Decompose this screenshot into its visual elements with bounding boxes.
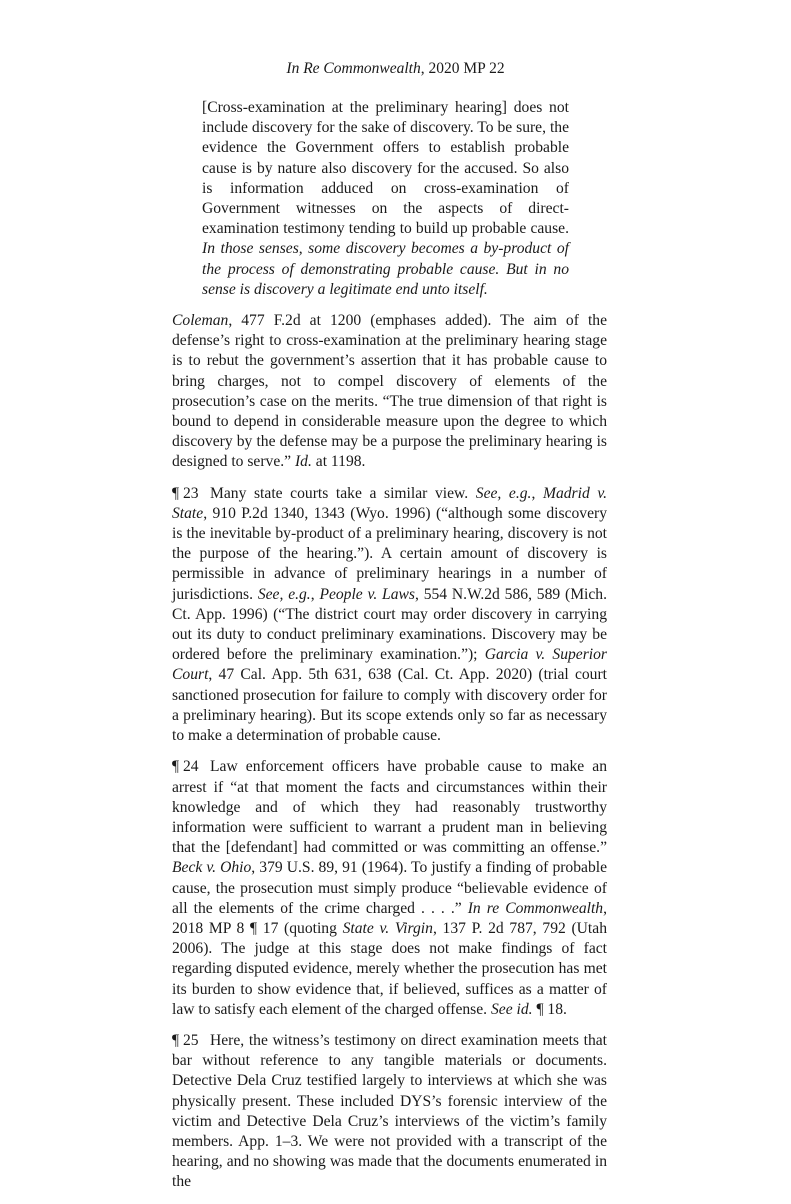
text-run: at 1198. bbox=[311, 453, 366, 471]
italic-text: State v. Virgin bbox=[342, 919, 433, 937]
block-quote bbox=[202, 98, 569, 300]
text-run: , 910 P.2d 1340, 1343 (Wyo. 1996) (“although some discovery is the inevitable by-product of a preliminary hearing, discovery is not the purpose of the hearing.”). A certain amount of discovery is permissible in advance of preliminary hearings in a number of jurisdictions. bbox=[172, 504, 607, 603]
text-run: Many state courts take a similar view. bbox=[210, 484, 476, 502]
text-run: , 2020 MP 22 bbox=[420, 60, 505, 77]
text-run: [Cross-examination at the preliminary hearing] does not include discovery for the sake of discovery. To be sure, the evidence the Government offers to establish probable cause is by nature also discovery for the accused. So also is information adduced on cross-examination of Government witnesses on the aspects of direct-examination testimony tending to build up probable cause. bbox=[202, 99, 569, 238]
italic-text: Madrid v. State bbox=[172, 484, 608, 522]
text-run: , bbox=[310, 585, 320, 603]
text-run: , 137 P. 2d 787, 792 (Utah 2006). The judge at this stage does not make findings of fact regarding disputed evidence, merely whether the prosecution has met its burden to show evidence that, if believed, suffices as a matter of law to satisfy each element of the charged offense. bbox=[172, 919, 607, 1018]
page-body bbox=[172, 98, 607, 1204]
italic-text: See, e.g. bbox=[257, 585, 311, 603]
italic-text: Id. bbox=[294, 453, 312, 471]
text-run: , 477 F.2d at 1200 (emphases added). The aim of the defense’s right to cross-examination at the preliminary hearing stage is to rebut the government’s assertion that it has probable cause to bring charges, not to compel discovery of elements of the prosecution’s case on the merits. “The true dimension of that right is bound to depend in considerable measure upon the degree to which discovery by the defense may be a purpose the preliminary hearing is designed to serve.” bbox=[172, 312, 607, 471]
text-run: , bbox=[531, 484, 543, 502]
italic-text: Beck v. Ohio bbox=[172, 859, 252, 877]
text-run: Law enforcement officers have probable cause to make an arrest if “at that moment the facts and circumstances within their knowledge and of which they had reasonably trustworthy information were sufficient to warrant a prudent man in believing that the [defendant] had committed or was committing an offense.” bbox=[172, 758, 607, 857]
italic-text: See, e.g. bbox=[475, 484, 532, 502]
paragraph-number: ¶ 24 bbox=[172, 758, 199, 776]
italic-text: See id. bbox=[490, 1000, 533, 1018]
text-run: Here, the witness’s testimony on direct examination meets that bar without reference to any tangible materials or documents. Detective Dela Cruz testified largely to interviews at which she was physically present. These included DYS’s forensic interview of the victim and Detective Dela Cruz’s interviews of the victim’s family members. App. 1–3. We were not provided with a transcript of the hearing, and no showing was made that the documents enumerated in the bbox=[172, 1031, 607, 1191]
italic-text: Garcia v. Superior Court bbox=[172, 646, 607, 684]
italic-text: In those senses, some discovery becomes a by-product of the process of demonstrating probable cause. But in no sense is discovery a legitimate end unto itself. bbox=[202, 240, 569, 298]
numbered-paragraph bbox=[172, 757, 607, 1020]
text-run: , 379 U.S. 89, 91 (1964). To justify a finding of probable cause, the prosecution must simply produce “believable evidence of all the elements of the crime charged . . . .” bbox=[172, 859, 608, 917]
text-run: , 554 N.W.2d 586, 589 (Mich. Ct. App. 1996) (“The district court may order discovery in carrying out its duty to conduct preliminary examinations. Discovery may be ordered before the preliminary examination.”); bbox=[172, 585, 608, 664]
text-run: ¶ 18. bbox=[532, 1000, 567, 1018]
paragraph-number: ¶ 25 bbox=[172, 1031, 199, 1049]
numbered-paragraph bbox=[172, 1031, 607, 1193]
running-header bbox=[0, 60, 791, 78]
italic-text: People v. Laws bbox=[319, 585, 415, 603]
paragraph-number: ¶ 23 bbox=[172, 484, 199, 502]
paragraph bbox=[172, 311, 607, 473]
italic-text: In Re Commonwealth bbox=[286, 60, 421, 77]
numbered-paragraph bbox=[172, 484, 607, 747]
italic-text: Coleman bbox=[172, 312, 229, 330]
text-run: , 47 Cal. App. 5th 631, 638 (Cal. Ct. App. 2020) (trial court sanctioned prosecution for failure to comply with discovery order for a preliminary hearing). But its scope extends only so far as necessary to make a determination of probable cause. bbox=[172, 666, 607, 745]
text-run: , 2018 MP 8 ¶ 17 (quoting bbox=[172, 899, 607, 937]
italic-text: In re Commonwealth bbox=[467, 899, 604, 917]
